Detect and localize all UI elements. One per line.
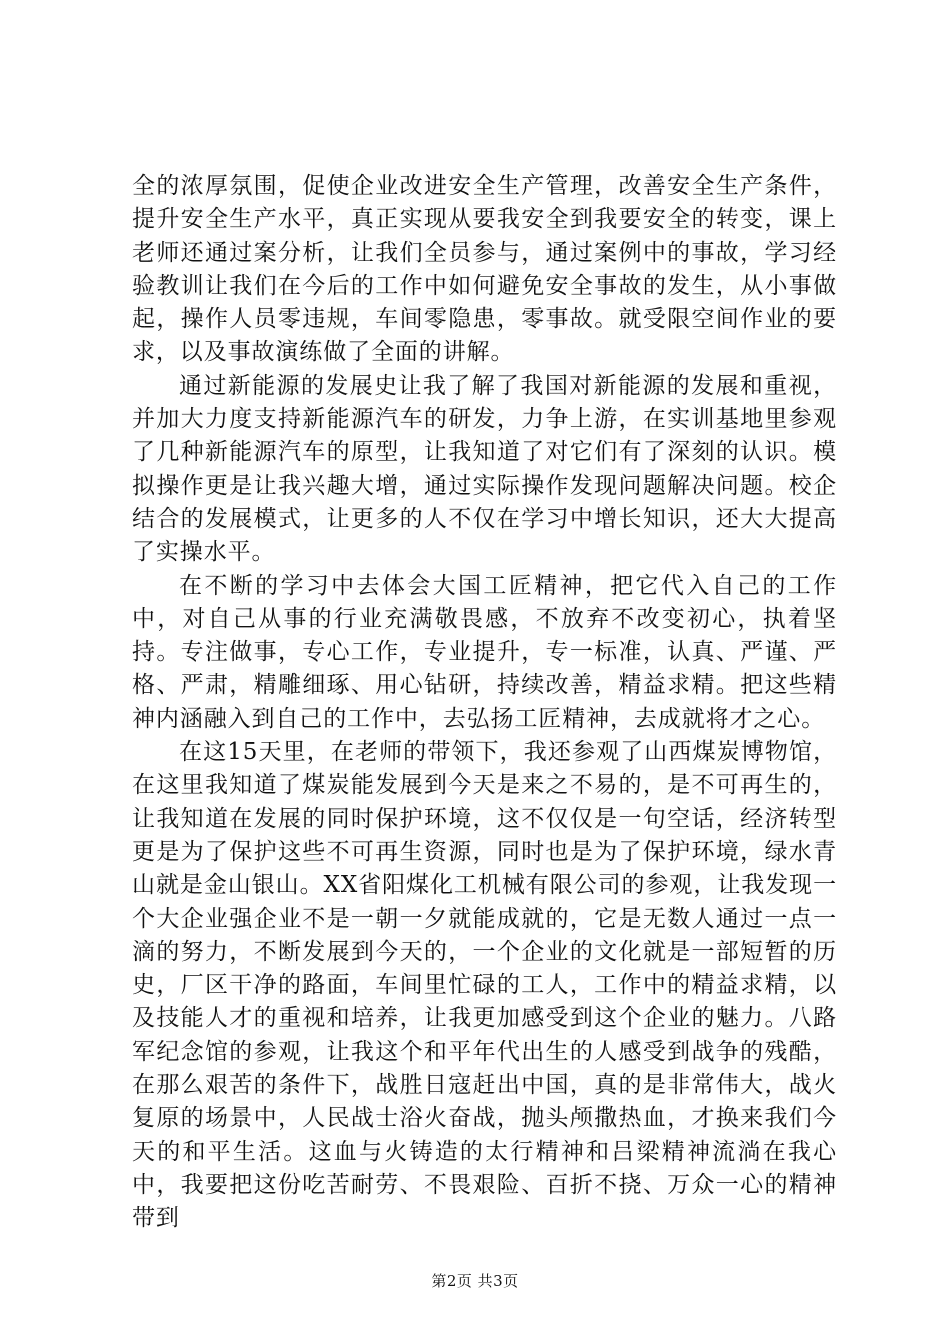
- paragraph-4: 在这15天里，在老师的带领下，我还参观了山西煤炭博物馆，在这里我知道了煤炭能发展到今天是来之不易的，是不可再生的，让我知道在发展的同时保护环境，这不仅仅是一句空话，经济转型更是为了保护这些不可再生资源，同时也是为了保护环境，绿水青山就是金山银山。XX省阳煤化工机械有限公司的参观，让我发现一个大企业强企业不是一朝一夕就能成就的，它是无数人通过一点一滴的努力，不断发展到今天的，一个企业的文化就是一部短暂的历史，厂区干净的路面，车间里忙碌的工人，工作中的精益求精，以及技能人才的重视和培养，让我更加感受到这个企业的魅力。八路军纪念馆的参观，让我这个和平年代出生的人感受到战争的残酷，在那么艰苦的条件下，战胜日寇赶出中国，真的是非常伟大，战火复原的场景中，人民战士浴火奋战，抛头颅撒热血，才换来我们今天的和平生活。这血与火铸造的太行精神和吕梁精神流淌在我心中，我要把这份吃苦耐劳、不畏艰险、百折不挠、万众一心的精神带到: [132, 739, 837, 1232]
- page-number-footer: 第2页 共3页: [431, 1272, 519, 1290]
- paragraph-2: 通过新能源的发展史让我了解了我国对新能源的发展和重视，并加大力度支持新能源汽车的研发，力争上游，在实训基地里参观了几种新能源汽车的原型，让我知道了对它们有了深刻的认识。模拟操作更是让我兴趣大增，通过实际操作发现问题解决问题。校企结合的发展模式，让更多的人不仅在学习中增长知识，还大大提高了实操水平。: [132, 372, 837, 566]
- paragraph-3: 在不断的学习中去体会大国工匠精神，把它代入自己的工作中，对自己从事的行业充满敬畏感，不放弃不改变初心，执着坚持。专注做事，专心工作，专业提升，专一标准，认真、严谨、严格、严肃，精雕细琢、用心钻研，持续改善，精益求精。把这些精神内涵融入到自己的工作中，去弘扬工匠精神，去成就将才之心。: [132, 572, 837, 732]
- document-body: [132, 170, 837, 1236]
- paragraph-1: 全的浓厚氛围，促使企业改进安全生产管理，改善安全生产条件，提升安全生产水平，真正实现从要我安全到我要安全的转变，课上老师还通过案分析，让我们全员参与，通过案例中的事故，学习经验教训让我们在今后的工作中如何避免安全事故的发生，从小事做起，操作人员零违规，车间零隐患，零事故。就受限空间作业的要求，以及事故演练做了全面的讲解。: [132, 173, 837, 366]
